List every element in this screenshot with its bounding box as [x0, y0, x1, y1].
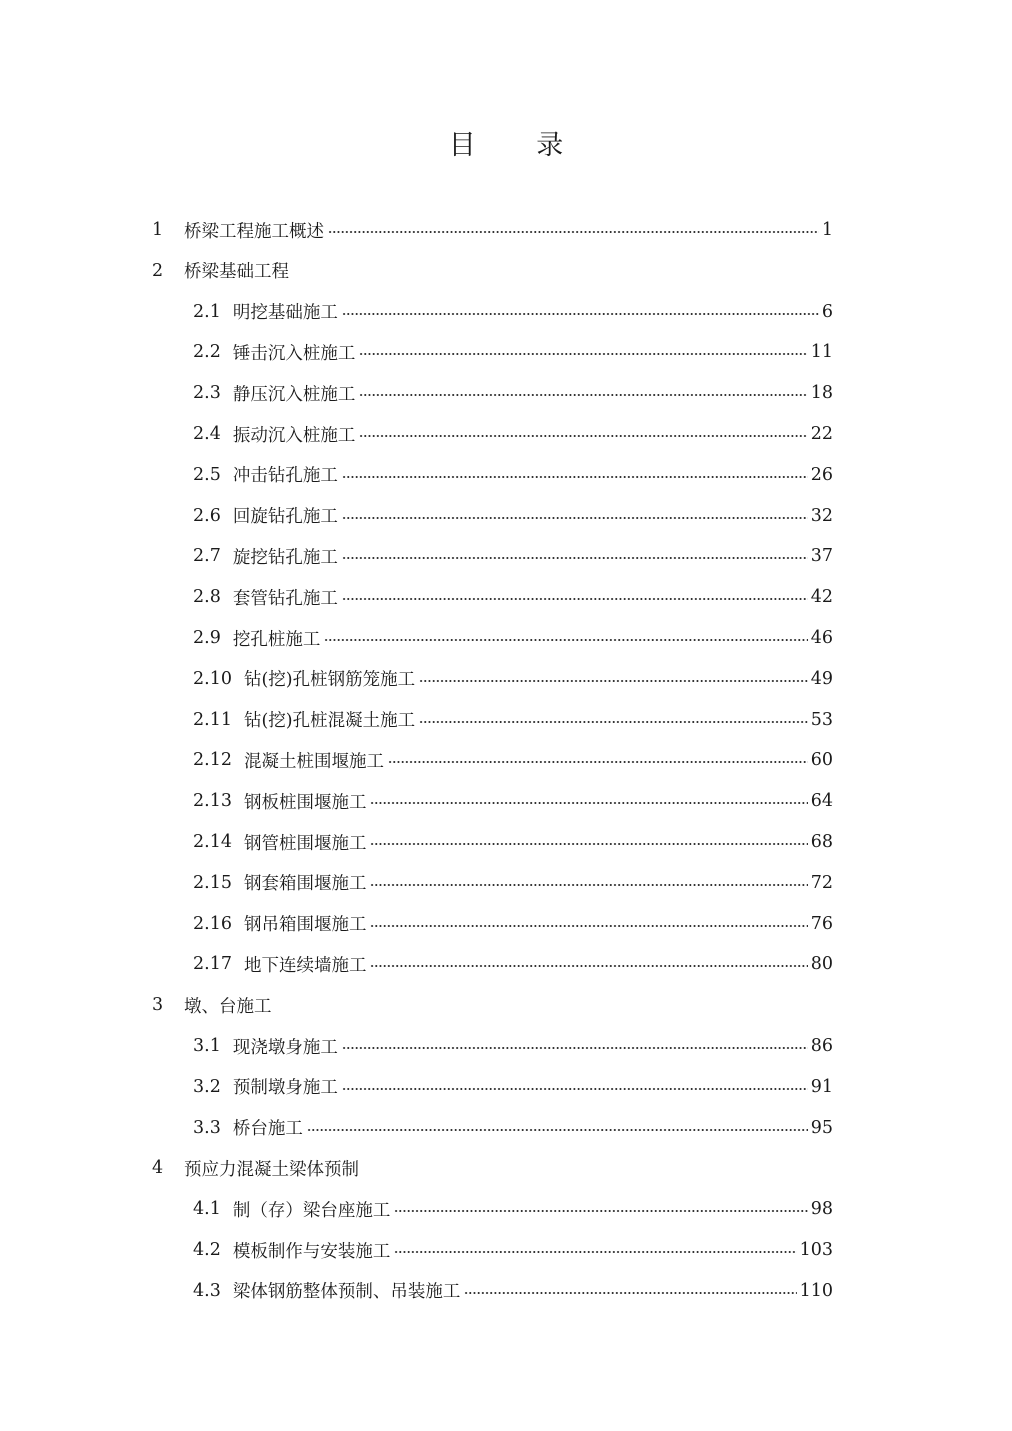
toc-entry-title: 桥梁工程施工概述: [184, 221, 324, 242]
toc-section-entry[interactable]: [193, 786, 833, 816]
toc-entry-number: 4.2: [193, 1240, 221, 1260]
toc-entry-number: 2.3: [193, 383, 221, 404]
toc-section-entry[interactable]: [193, 501, 833, 531]
toc-entry-title: 旋挖钻孔施工: [232, 547, 338, 568]
toc-entry-title: 墩、台施工: [184, 996, 272, 1017]
toc-page-number: 60: [810, 750, 833, 771]
toc-page-number: 46: [810, 628, 833, 648]
toc-page-number: 26: [810, 464, 833, 485]
toc-entry-number: 3.2: [193, 1076, 221, 1097]
toc-section-entry[interactable]: [193, 745, 833, 775]
toc-entry-title: 地下连续墙施工: [243, 955, 367, 976]
toc-entry-number: 2.1: [193, 301, 221, 322]
dot-leader: [394, 1251, 796, 1253]
toc-section-entry[interactable]: [193, 827, 833, 857]
toc-page-number: 32: [810, 505, 833, 526]
toc-section-entry[interactable]: [193, 337, 833, 367]
toc-section-entry[interactable]: [193, 949, 833, 979]
page-title: 目 录: [448, 130, 590, 161]
toc-entry-number: 2.8: [193, 587, 221, 608]
dot-leader: [328, 231, 819, 233]
toc-page-number: 49: [810, 668, 833, 689]
toc-page-number: 42: [810, 587, 833, 608]
toc-entry-title: 桥梁基础工程: [184, 262, 289, 283]
toc-entry-number: 2.5: [193, 464, 221, 485]
toc-page-number: 91: [810, 1076, 833, 1097]
toc-entry-title: 混凝土桩围堰施工: [243, 751, 384, 772]
toc-entry-title: 冲击钻孔施工: [232, 466, 338, 487]
toc-entry-title: 明挖基础施工: [232, 303, 338, 324]
toc-entry-number: 3.1: [193, 1036, 221, 1056]
toc-section-entry[interactable]: [193, 1235, 833, 1265]
toc-section-entry[interactable]: [193, 1031, 833, 1061]
toc-section-entry[interactable]: [193, 460, 833, 490]
toc-entry-title: 振动沉入桩施工: [232, 425, 356, 446]
toc-page-number: 1: [821, 220, 833, 240]
toc-entry-number: 2.2: [193, 342, 221, 363]
dot-leader: [419, 680, 808, 682]
toc-entry-title: 钻(挖)孔桩钢筋笼施工: [243, 670, 416, 691]
toc-entry-number: 2.16: [193, 913, 232, 934]
toc-entry-title: 锤击沉入桩施工: [232, 343, 356, 364]
dot-leader: [342, 313, 819, 315]
toc-chapter-entry[interactable]: [152, 990, 833, 1020]
toc-page-number: 80: [810, 954, 833, 975]
toc-section-entry[interactable]: [193, 664, 833, 694]
toc-page-number: 72: [810, 872, 833, 893]
toc-entry-number: 3: [152, 995, 164, 1016]
toc-page-number: 95: [810, 1117, 833, 1138]
toc-page-number: 11: [810, 342, 833, 363]
toc-section-entry[interactable]: [193, 378, 833, 408]
toc-entry-number: 2.14: [193, 832, 232, 852]
toc-entry-title: 钻(挖)孔桩混凝土施工: [243, 711, 416, 732]
dot-leader: [370, 965, 807, 967]
toc-section-entry[interactable]: [193, 623, 833, 653]
toc-entry-number: 1: [152, 220, 164, 240]
toc-section-entry[interactable]: [193, 1113, 833, 1143]
toc-entry-number: 2.7: [193, 546, 221, 567]
toc-entry-title: 套管钻孔施工: [232, 588, 338, 609]
toc-entry-title: 回旋钻孔施工: [232, 507, 338, 528]
dot-leader: [342, 1047, 808, 1049]
dot-leader: [394, 1210, 807, 1212]
toc-entry-title: 挖孔桩施工: [232, 629, 321, 650]
toc-section-entry[interactable]: [193, 1072, 833, 1102]
toc-entry-title: 钢管桩围堰施工: [243, 833, 367, 854]
toc-entry-number: 2.10: [193, 668, 232, 689]
toc-entry-title: 钢吊箱围堰施工: [243, 915, 367, 936]
dot-leader: [342, 517, 808, 519]
toc-entry-number: 2.13: [193, 791, 232, 812]
toc-chapter-entry[interactable]: [152, 1153, 833, 1183]
toc-page-number: 6: [821, 301, 833, 322]
toc-page-number: 18: [810, 383, 833, 404]
toc-page-number: 98: [810, 1199, 833, 1220]
toc-entry-title: 静压沉入桩施工: [232, 384, 356, 405]
toc-section-entry[interactable]: [193, 909, 833, 939]
toc-entry-number: 4.3: [193, 1280, 221, 1301]
toc-entry-title: 桥台施工: [232, 1119, 303, 1140]
dot-leader: [370, 884, 807, 886]
dot-leader: [324, 639, 807, 641]
dot-leader: [419, 721, 808, 723]
toc-entry-number: 4.1: [193, 1199, 221, 1220]
dot-leader: [370, 925, 807, 927]
toc-chapter-entry[interactable]: [152, 215, 833, 245]
dot-leader: [370, 843, 807, 845]
toc-section-entry[interactable]: [193, 705, 833, 735]
toc-page-number: 64: [810, 791, 833, 812]
toc-page-number: 68: [810, 832, 833, 852]
dot-leader: [388, 761, 808, 763]
toc-page-number: 110: [799, 1280, 833, 1301]
toc-entry-number: 2.9: [193, 628, 221, 648]
toc-entry-title: 预制墩身施工: [232, 1078, 338, 1099]
toc-entry-title: 钢套箱围堰施工: [243, 874, 367, 895]
toc-entry-title: 现浇墩身施工: [232, 1037, 338, 1058]
toc-entry-title: 预应力混凝土梁体预制: [184, 1159, 359, 1180]
toc-entry-title: 钢板桩围堰施工: [243, 792, 367, 813]
toc-entry-number: 2.4: [193, 424, 221, 444]
toc-section-entry[interactable]: [193, 1194, 833, 1224]
toc-section-entry[interactable]: [193, 541, 833, 571]
dot-leader: [307, 1129, 808, 1131]
toc-chapter-entry[interactable]: [152, 256, 833, 286]
toc-section-entry[interactable]: [193, 419, 833, 449]
toc-entry-number: 2.6: [193, 505, 221, 526]
toc-page-number: 103: [799, 1240, 833, 1260]
toc-entry-number: 4: [152, 1158, 164, 1179]
dot-leader: [342, 476, 808, 478]
dot-leader: [342, 1088, 808, 1090]
toc-section-entry[interactable]: [193, 1276, 833, 1306]
toc-entry-title: 梁体钢筋整体预制、吊装施工: [232, 1282, 461, 1303]
toc-entry-number: 2: [152, 260, 164, 281]
dot-leader: [370, 802, 807, 804]
dot-leader: [359, 394, 807, 396]
toc-entry-title: 模板制作与安装施工: [232, 1241, 391, 1262]
toc-entry-number: 2.15: [193, 872, 232, 893]
toc-page-number: 86: [810, 1036, 833, 1056]
toc-entry-number: 2.17: [193, 954, 232, 975]
toc-page-number: 53: [810, 709, 833, 730]
dot-leader: [464, 1292, 796, 1294]
dot-leader: [342, 557, 808, 559]
dot-leader: [359, 353, 807, 355]
dot-leader: [359, 435, 807, 437]
toc-section-entry[interactable]: [193, 297, 833, 327]
toc-page-number: 37: [810, 546, 833, 567]
dot-leader: [342, 598, 808, 600]
toc-section-entry[interactable]: [193, 868, 833, 898]
toc-page-number: 76: [810, 913, 833, 934]
toc-entry-number: 2.11: [193, 709, 232, 730]
toc-page-number: 22: [810, 424, 833, 444]
toc-entry-number: 2.12: [193, 750, 232, 771]
toc-entry-number: 3.3: [193, 1117, 221, 1138]
toc-section-entry[interactable]: [193, 582, 833, 612]
toc-entry-title: 制（存）梁台座施工: [232, 1200, 391, 1221]
